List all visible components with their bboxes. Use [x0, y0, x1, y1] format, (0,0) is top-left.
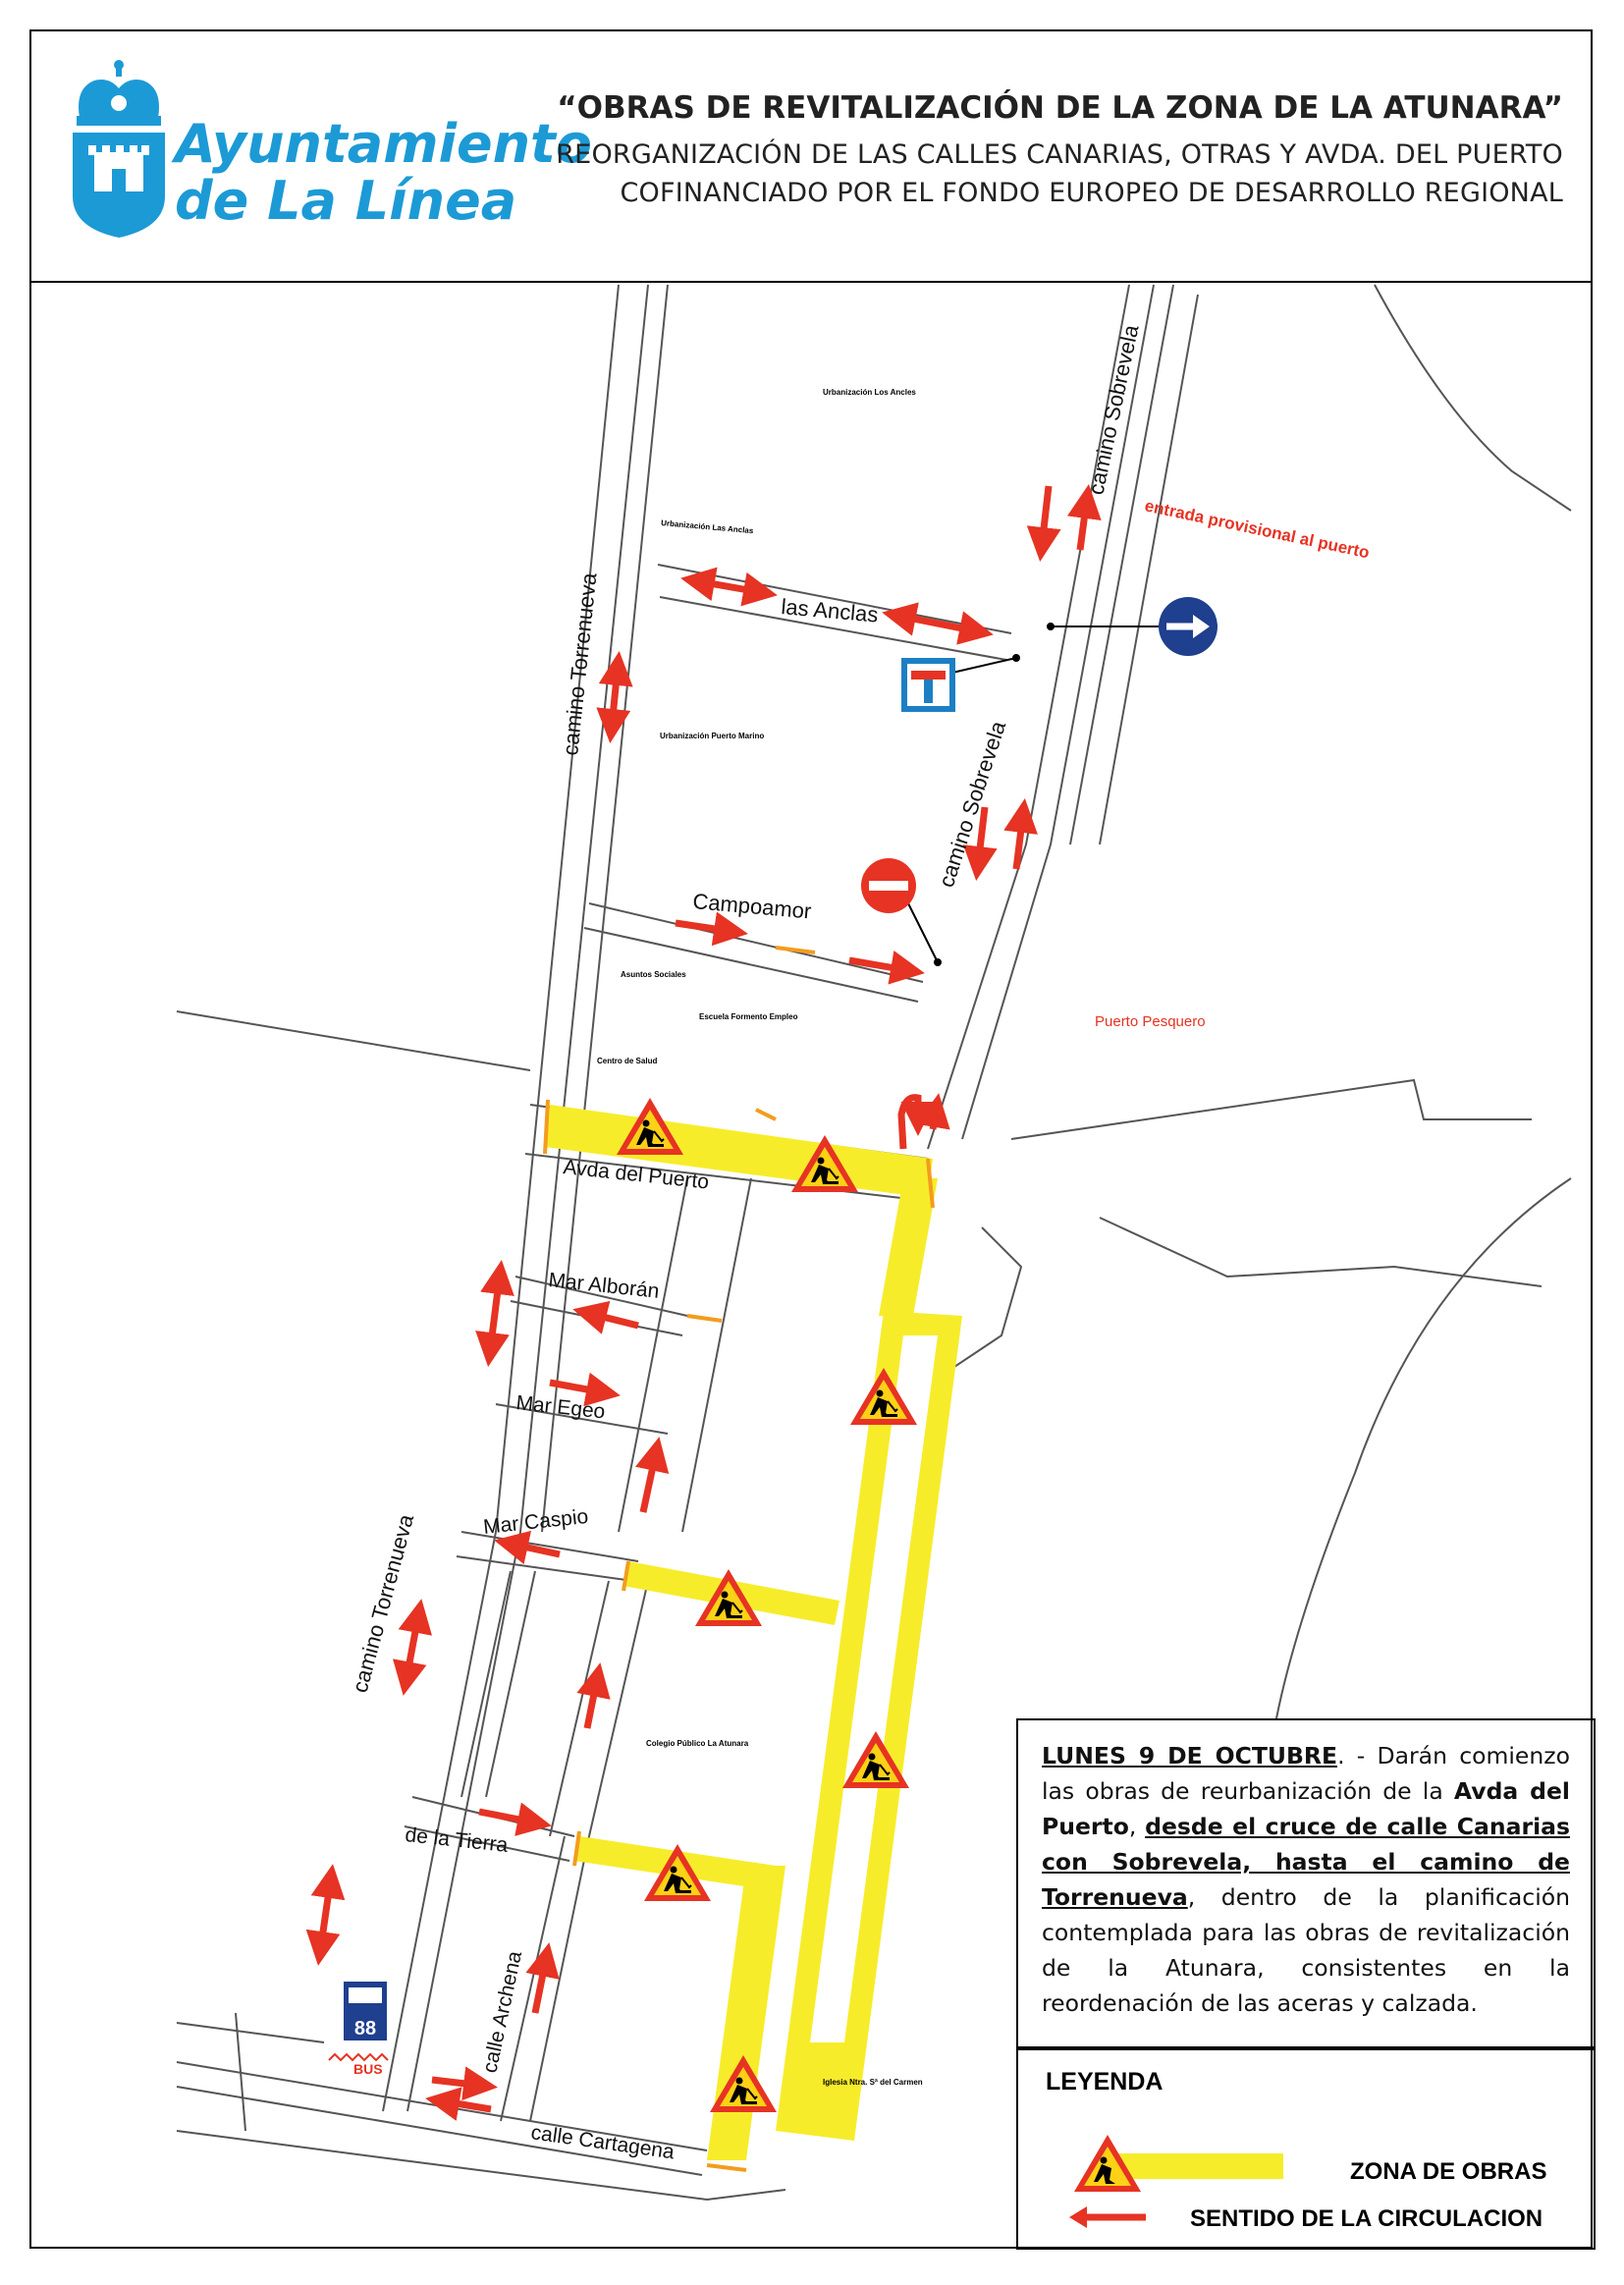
label-escuela: Escuela Formento Empleo [699, 1012, 798, 1021]
logo-line-2: de La Línea [175, 170, 517, 232]
label-urb-los-ancles: Urbanización Los Ancles [823, 388, 916, 397]
bus-line-number: 88 [353, 2018, 377, 2040]
label-iglesia: Iglesia Ntra. Sª del Carmen [823, 2078, 923, 2087]
street-label-de-la-tierra: de la Tierra [404, 1823, 510, 1857]
announcement-text-2: , dentro de la planificación contemplada para las obras de revitalización de la Atunara, consistentes en la reordenación de las aceras y calzada. [1042, 1883, 1570, 2017]
label-centro-salud: Centro de Salud [597, 1057, 658, 1065]
street-label-mar-alboran: Mar Alborán [547, 1269, 661, 1303]
street-label-torrenueva-top: camino Torrenueva [558, 571, 602, 757]
label-colegio: Colegio Público La Atunara [646, 1739, 749, 1748]
street-label-mar-egeo: Mar Egeo [514, 1391, 607, 1424]
legend-title: LEYENDA [1046, 2068, 1164, 2095]
subtitle-1: REORGANIZACIÓN DE LAS CALLES CANARIAS, OTRAS Y AVDA. DEL PUERTO [556, 139, 1563, 170]
street-label-mar-caspio: Mar Caspio [482, 1504, 590, 1539]
street-label-calle-cartagena: calle Cartagena [529, 2121, 677, 2164]
announcement-avda: Avda del Puerto [1042, 1777, 1570, 1840]
street-label-torrenueva-bottom: camino Torrenueva [347, 1511, 419, 1696]
legend-arrow-icon [1065, 2200, 1154, 2235]
street-label-calle-archena: calle Archena [478, 1948, 527, 2076]
label-puerto-pesquero: Puerto Pesquero [1095, 1013, 1206, 1030]
mandatory-direction-sign-icon [1047, 597, 1218, 656]
legend-yellow-bar [1111, 2153, 1283, 2179]
street-label-avda-puerto: Avda del Puerto [562, 1156, 711, 1194]
label-urb-puerto-marino: Urbanización Puerto Marino [660, 732, 765, 740]
legend-works-swatch [1072, 2134, 1288, 2193]
announcement-text-1: . - Darán comienzo las obras de reurbanización de la [1042, 1742, 1570, 1805]
legend-works-label: ZONA DE OBRAS [1350, 2158, 1547, 2185]
announcement-comma: , [1128, 1813, 1146, 1840]
announcement-box [1016, 1718, 1596, 2048]
street-label-sobrevela-mid: camino Sobrevela [933, 718, 1011, 891]
label-entrada-provisional: entrada provisional al puerto [1143, 496, 1372, 563]
label-urb-las-anclas: Urbanización Las Anclas [660, 518, 754, 536]
street-label-campoamor: Campoamor [691, 889, 813, 924]
announcement-date: LUNES 9 DE OCTUBRE [1042, 1742, 1338, 1769]
legend [1016, 2048, 1596, 2250]
no-entry-sign-icon [861, 858, 942, 966]
bus-label: BUS [353, 2061, 383, 2077]
logo-line-1: Ayuntamiento [175, 113, 592, 175]
street-label-las-anclas: las Anclas [780, 594, 880, 627]
bus-stop-icon [344, 1982, 387, 2040]
announcement-route: desde el cruce de calle Canarias con Sobrevela, hasta el camino de Torrenueva [1042, 1813, 1570, 1911]
dead-end-sign-icon [901, 654, 1020, 712]
legend-traffic-label: SENTIDO DE LA CIRCULACION [1190, 2205, 1543, 2232]
label-asuntos-sociales: Asuntos Sociales [621, 970, 686, 979]
page-title: “OBRAS DE REVITALIZACIÓN DE LA ZONA DE LA ATUNARA” [557, 90, 1563, 126]
bus-zone-marking [329, 2054, 388, 2060]
subtitle-2: COFINANCIADO POR EL FONDO EUROPEO DE DESARROLLO REGIONAL [620, 178, 1563, 208]
works-zone [545, 1105, 962, 2160]
street-label-sobrevela-top: camino Sobrevela [1083, 322, 1144, 498]
